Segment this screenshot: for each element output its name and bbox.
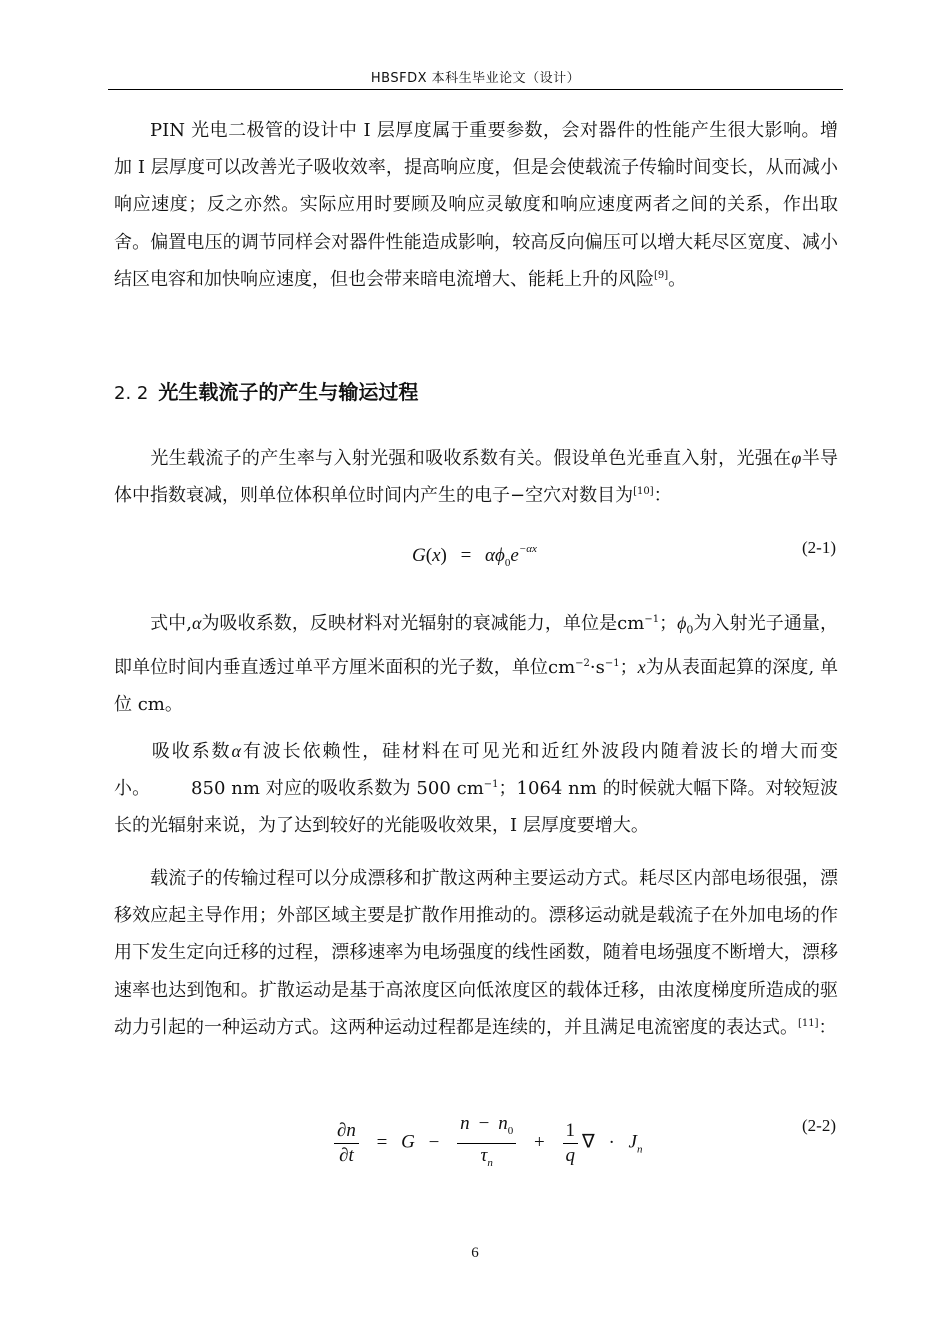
paragraph-symbol-definitions: 式中,α为吸收系数，反映材料对光辐射的衰减能力，单位是$cm^{-1}$；$\phi_0$为入射光子通量，即单位时间内垂直透过单平方厘米面积的光子数，单位$cm^{-2}\cdot s^{-1}$；x为从表面起算的深度, 单位 cm。 [114, 613, 838, 715]
equation-2-1: $G(x) = \alpha\phi_0e^{-\alpha x}$ [412, 543, 537, 569]
paragraph-generation-rate: 光生载流子的产生率与入射光强和吸收系数有关。假设单色光垂直入射，光强在φ半导体中指数衰减，则单位体积单位时间内产生的电子−空穴对数目为[10]： [114, 448, 839, 507]
section-heading [114, 378, 418, 408]
fraction-recombination: $\frac{n - n_0}{\tau_n}$ [457, 1112, 516, 1175]
paragraph-carrier-transport: 载流子的传输过程可以分成漂移和扩散这两种主要运动方式。耗尽区内部电场很强，漂移效应起主导作用；外部区域主要是扩散作用推动的。漂移运动就是载流子在外加电场的作用下发生定向迁移的过程，漂移速率为电场强度的线性函数，随着电场强度不断增大，漂移速率也达到饱和。扩散运动是基于高浓度区向低浓度区的载体迁移，由浓度梯度所造成的驱动力引起的一种运动方式。这两种运动过程都是连续的，并且满足电流密度的表达式。[11]： [114, 868, 838, 1038]
paragraph-pin-design: PIN 光电二极管的设计中 I 层厚度属于重要参数，会对器件的性能产生很大影响。增加 I 层厚度可以改善光子吸收效率，提高响应度，但是会使载流子传输时间变长，从而减小响应速度；反之亦然。实际应用时要顾及响应灵敏度和响应速度两者之间的关系，作出取舍。偏置电压的调节同样会对器件性能造成影响，较高反向偏压可以增大耗尽区宽度、减小结区电容和加快响应速度，但也会带来暗电流增大、能耗上升的风险[9]。 [114, 120, 838, 290]
equation-number-2-2: (2-2) [802, 1116, 836, 1135]
fraction-one-over-q: $\frac{1}{q}$ [563, 1119, 579, 1168]
fraction-dn-dt: $\frac{\partial n}{\partial t}$ [334, 1119, 359, 1168]
header-rule [108, 89, 843, 90]
section-number: 2. 2 [114, 383, 149, 404]
citation-11: [11] [798, 1017, 819, 1029]
page-number: 6 [471, 1245, 479, 1261]
equation-2-2: $\frac{\partial n}{\partial t}$ = G − $\frac{n - n_0}{\tau_n}$ + $\frac{1}{q}$ ∇ · $J_n$ [330, 1112, 642, 1175]
equation-number-2-1: (2-1) [802, 538, 836, 557]
section-title: 光生载流子的产生与输运过程 [158, 380, 419, 404]
citation-10: [10] [633, 486, 654, 498]
running-header: HBSFDX 本科生毕业论文（设计） [370, 71, 581, 86]
citation-9: [9] [654, 269, 669, 281]
paragraph-absorption-coefficient: 吸收系数α有波长依赖性，硅材料在可见光和近红外波段内随着波长的增大而变小。 850 nm 对应的吸收系数为 500 $cm^{-1}$；1064 nm 的时候就大幅下降。对较短波长的光辐射来说，为了达到较好的光能吸收效果，I 层厚度要增大。 [114, 741, 839, 837]
